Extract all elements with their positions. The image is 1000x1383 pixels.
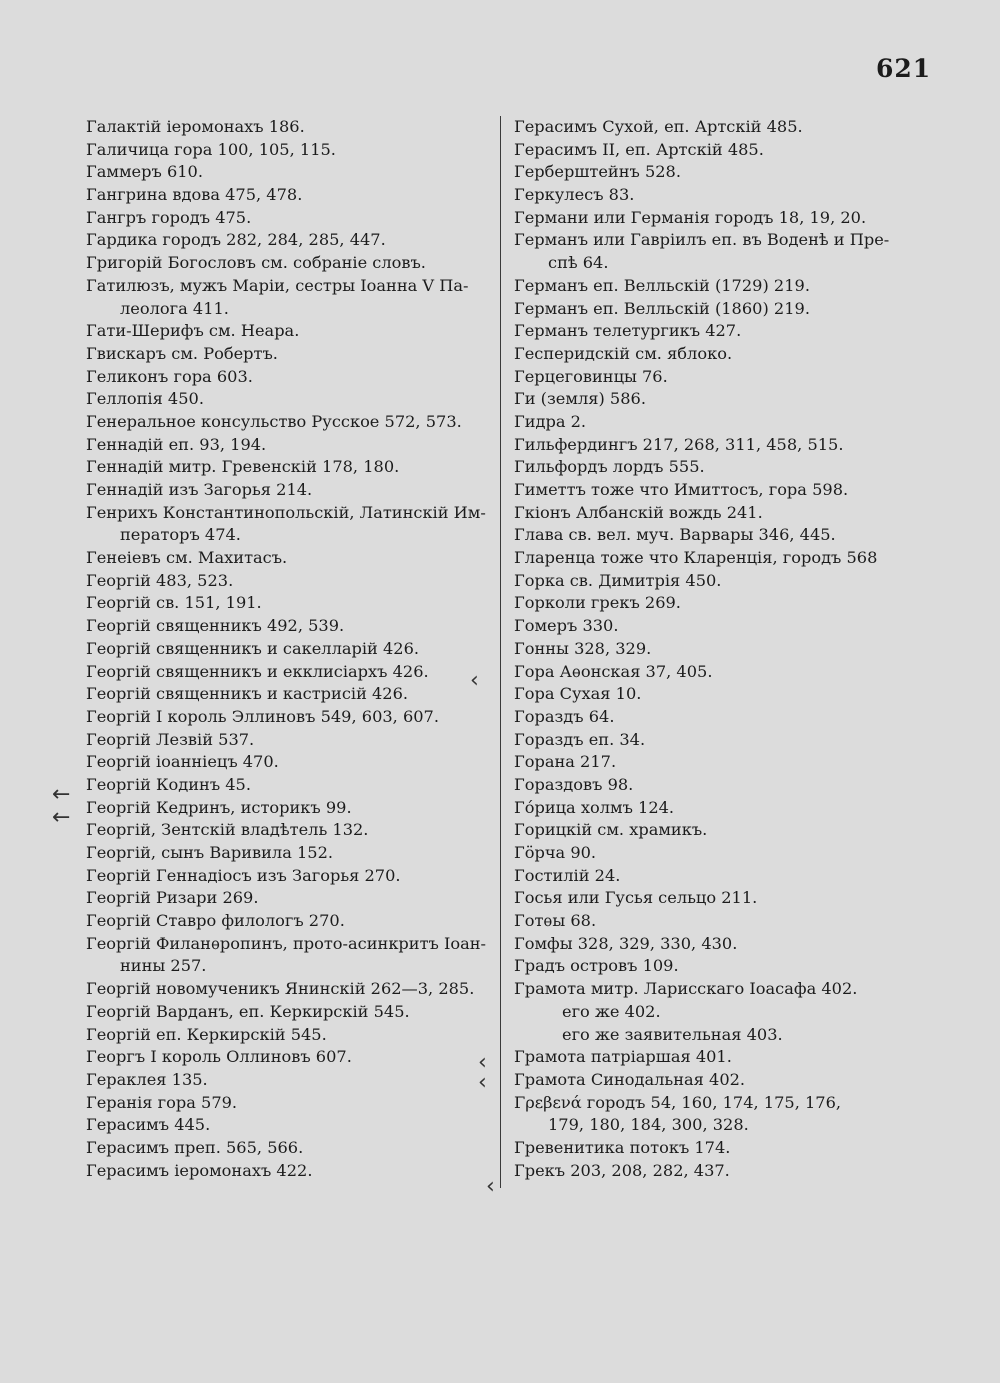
pencil-arrow-icon: ‹ (486, 1174, 495, 1199)
index-entry: Гонны 328, 329. (514, 638, 652, 658)
index-entry: Гардика городъ 282, 284, 285, 447. (86, 230, 386, 250)
index-entry: Гати-Шерифъ см. Неара. (86, 321, 300, 341)
index-entry: Гӧрча 90. (514, 843, 597, 862)
index-entry: Герасимъ 445. (86, 1115, 211, 1135)
index-entry: Гораздовъ 98. (514, 774, 634, 794)
index-entry: Гора Сухая 10. (514, 684, 642, 704)
index-entry: Геркулесъ 83. (514, 185, 635, 205)
index-entry: Гесперидскій см. яблоко. (514, 343, 733, 363)
index-entry: Герцеговинцы 76. (514, 366, 668, 386)
index-entry: Гидра 2. (514, 411, 587, 431)
index-entry: Георгій св. 151, 191. (86, 593, 262, 613)
index-entry: Гомфы 328, 329, 330, 430. (514, 933, 738, 953)
pencil-arrow-icon: ← (52, 782, 71, 807)
index-entry: Геннадій митр. Гревенскій 178, 180. (86, 457, 400, 477)
index-entry: Григорій Богословъ см. собраніе словъ. (86, 253, 426, 273)
index-entry: Геннадій изъ Загорья 214. (86, 480, 313, 499)
index-entry: Гиметтъ тоже что Имиттосъ, гора 598. (514, 480, 849, 499)
index-entry: Георгій священникъ и сакелларій 426. (86, 638, 420, 658)
index-entry: Горка св. Димитрія 450. (514, 570, 722, 590)
index-entry: Георгъ I король Оллиновъ 607. (86, 1047, 352, 1067)
index-entry: Георгій священникъ 492, 539. (86, 616, 345, 636)
index-entry: Готѳы 68. (514, 911, 597, 931)
index-entry: Гангрина вдова 475, 478. (86, 185, 303, 205)
pencil-arrow-icon: ‹ (478, 1050, 487, 1075)
index-entry: Герберштейнъ 528. (514, 162, 681, 182)
index-entry: Герасимъ II, еп. Артскій 485. (514, 139, 764, 159)
index-entry: Гостилій 24. (514, 865, 621, 885)
index-entry: Германъ телетургикъ 427. (514, 321, 742, 341)
index-entry: Гильфердингъ 217, 268, 311, 458, 515. (514, 434, 844, 454)
index-entry: Грамота патріаршая 401. (514, 1047, 732, 1067)
index-entry: Герасимъ іеромонахъ 422. (86, 1160, 313, 1180)
index-entry: 179, 180, 184, 300, 328. (548, 1115, 749, 1135)
index-entry: Γρεβενά городъ 54, 160, 174, 175, 176, (514, 1092, 842, 1112)
index-entry: Гкіонъ Албанскій вождь 241. (514, 502, 763, 522)
index-entry: Глaренца тоже что Кларенція, городъ 568 (514, 548, 878, 568)
index-entry: Георгій Ризари 269. (86, 888, 259, 908)
index-entry: ператоръ 474. (120, 525, 241, 545)
index-entry: Гангръ городъ 475. (86, 207, 252, 227)
index-entry: Георгій, сынъ Варивила 152. (86, 843, 334, 862)
index-entry: Гвискаръ см. Робертъ. (86, 343, 278, 363)
index-entry: Германъ еп. Велльскій (1860) 219. (514, 298, 810, 318)
index-entry: Геранія гора 579. (86, 1092, 238, 1112)
index-entry: Горколи грекъ 269. (514, 593, 681, 613)
index-entry: Геллопія 450. (86, 389, 204, 409)
index-entry: Грамота Синодальная 402. (514, 1069, 746, 1089)
index-entry: Георгій Ставро филологъ 270. (86, 911, 345, 931)
pencil-arrow-icon: ← (52, 805, 71, 830)
index-entry: Гаммеръ 610. (86, 162, 203, 182)
index-entry: Георгій еп. Керкирскій 545. (86, 1024, 327, 1044)
index-entry: Георгій священникъ и кастрисій 426. (86, 684, 409, 704)
index-entry: Гераклея 135. (86, 1069, 208, 1089)
index-entry: Генеральное консульство Русское 572, 573. (86, 411, 462, 431)
index-entry: Геликонъ гора 603. (86, 366, 253, 386)
index-entry: Гораздъ 64. (514, 706, 615, 726)
index-entry: Гора Аѳонская 37, 405. (514, 661, 713, 681)
index-entry: Градъ островъ 109. (514, 956, 679, 976)
index-entry: Горицкій см. храмикъ. (514, 820, 708, 840)
index-entry: нины 257. (120, 956, 207, 976)
index-entry: его же заявительная 403. (562, 1024, 783, 1044)
index-entry: Георгій Филанѳропинъ, прото-асинкритъ Іоан- (86, 933, 487, 953)
index-column-left (86, 116, 496, 1182)
index-entry: Гильфордъ лордъ 555. (514, 457, 705, 477)
index-entry: Геннадій еп. 93, 194. (86, 434, 267, 454)
index-entry: Галактій іеромонахъ 186. (86, 117, 305, 136)
index-entry: Георгій іоанніецъ 470. (86, 752, 279, 772)
index-entry: Герасимъ преп. 565, 566. (86, 1137, 304, 1157)
index-entry: Го́рица холмъ 124. (514, 797, 675, 817)
index-entry: Генрихъ Константинопольскій, Латинскій Им- (86, 502, 486, 522)
index-entry: Германъ или Гавріилъ еп. въ Воденѣ и Пре- (514, 230, 890, 250)
index-entry: его же 402. (562, 1001, 661, 1021)
index-entry: Горана 217. (514, 752, 617, 772)
index-entry: Георгій Кодинъ 45. (86, 774, 252, 794)
column-divider (500, 116, 501, 1188)
index-entry: Георгій 483, 523. (86, 570, 234, 590)
index-entry: Глава св. вел. муч. Варвары 346, 445. (514, 525, 836, 545)
index-entry: Германъ еп. Велльскій (1729) 219. (514, 275, 810, 295)
index-entry: леолога 411. (120, 298, 229, 318)
index-entry: Ги (земля) 586. (514, 389, 646, 409)
index-column-right (514, 116, 924, 1182)
index-entry: Георгій I король Эллиновъ 549, 603, 607. (86, 706, 440, 726)
index-entry: Гревенитика потокъ 174. (514, 1137, 731, 1157)
index-entry: Грамота митр. Ларисскаго Іоасафа 402. (514, 979, 858, 999)
index-entry: Георгій Кедринъ, историкъ 99. (86, 797, 352, 817)
index-entry: Герасимъ Сухой, еп. Артскій 485. (514, 117, 803, 136)
index-entry: Георгій, Зентскій владѣтель 132. (86, 820, 369, 840)
index-entry: Госья или Гусья сельцо 211. (514, 888, 758, 908)
index-entry: Георгій священникъ и екклисіархъ 426. (86, 661, 429, 681)
pencil-arrow-icon: ‹ (470, 668, 479, 693)
index-entry: Грекъ 203, 208, 282, 437. (514, 1160, 730, 1180)
index-entry: Гатилюзъ, мужъ Маріи, сестры Іоанна V Па- (86, 275, 469, 295)
index-entry: спѣ 64. (548, 253, 609, 273)
index-entry: Георгій Лезвій 537. (86, 729, 255, 749)
index-entry: Георгій Варданъ, еп. Керкирскій 545. (86, 1001, 410, 1021)
page-number: 621 (876, 54, 932, 83)
index-entry: Георгій Геннадіосъ изъ Загорья 270. (86, 865, 401, 885)
index-entry: Георгій новомученикъ Янинскій 262—3, 285. (86, 979, 475, 999)
index-entry: Гораздъ еп. 34. (514, 729, 646, 749)
index-entry: Германи или Германія городъ 18, 19, 20. (514, 207, 867, 227)
index-entry: Генеіевъ см. Махитасъ. (86, 548, 288, 568)
pencil-arrow-icon: ‹ (478, 1070, 487, 1095)
index-entry: Гомеръ 330. (514, 616, 619, 636)
index-entry: Галичица гора 100, 105, 115. (86, 139, 336, 159)
